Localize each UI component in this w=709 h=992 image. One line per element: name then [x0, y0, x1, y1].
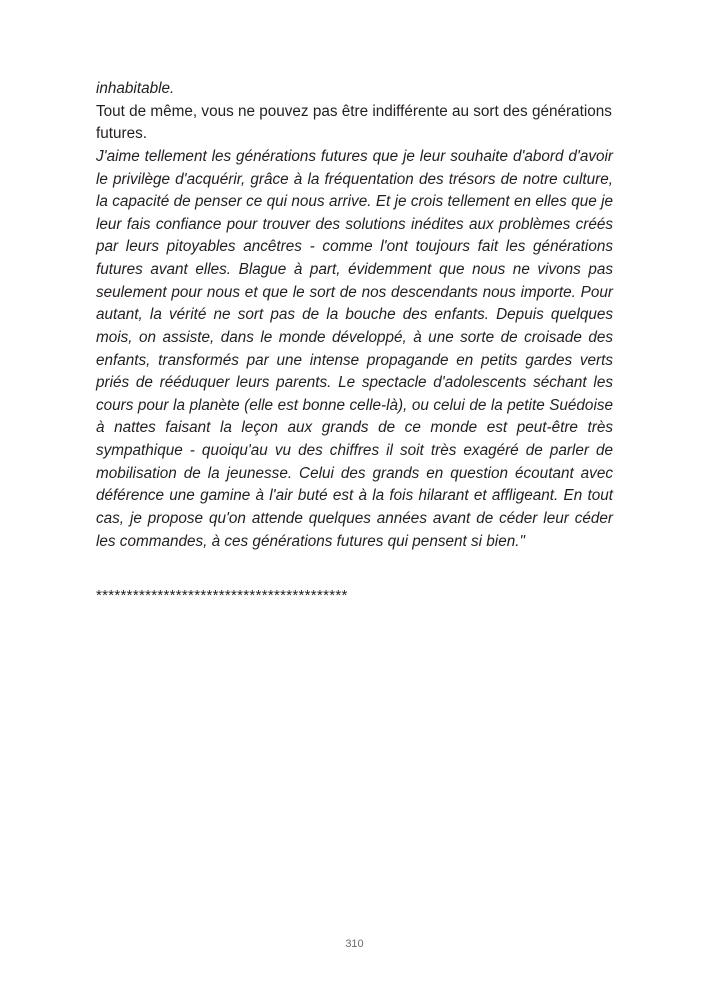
- page-number: 310: [345, 938, 364, 950]
- section-separator: *****************************************: [96, 587, 348, 605]
- paragraph-3: J'aime tellement les générations futures que je leur souhaite d'abord d'avoir le privilège d'acquérir, grâce à la fréquentation des trésors de notre culture, la capacité de penser ce qui nous arrive. Et je crois tellement en elles que je leur fais confiance pour trouver des solutions inédites aux problèmes créés par leurs pitoyables ancêtres - comme l'ont toujours fait les générations futures avant elles. Blague à part, évidemment que nous ne vivons pas seulement pour nous et que le sort de nos descendants nous importe. Pour autant, la vérité ne sort pas de la bouche des enfants. Depuis quelques mois, on assiste, dans le monde développé, à une sorte de croisade des enfants, transformés par une intense propagande en petits gardes verts priés de rééduquer leurs parents. Le spectacle d'adolescents séchant les cours pour la planète (elle est bonne celle-là), ou celui de la petite Suédoise à nattes faisant la leçon aux grands de ce monde est peut-être très sympathique - quoiqu'au vu des chiffres il soit très exagéré de parler de mobilisation de la jeunesse. Celui des grands en question écoutant avec déférence une gamine à l'air buté est à la fois hilarant et affligeant. En tout cas, je propose qu'on attende quelques années avant de céder leur céder les commandes, à ces générations futures qui pensent si bien.": [96, 147, 613, 550]
- paragraph-2: Tout de même, vous ne pouvez pas être indifférente au sort des générations futures.: [96, 102, 612, 143]
- paragraph-1: inhabitable.: [96, 80, 175, 97]
- page-body: [96, 78, 613, 604]
